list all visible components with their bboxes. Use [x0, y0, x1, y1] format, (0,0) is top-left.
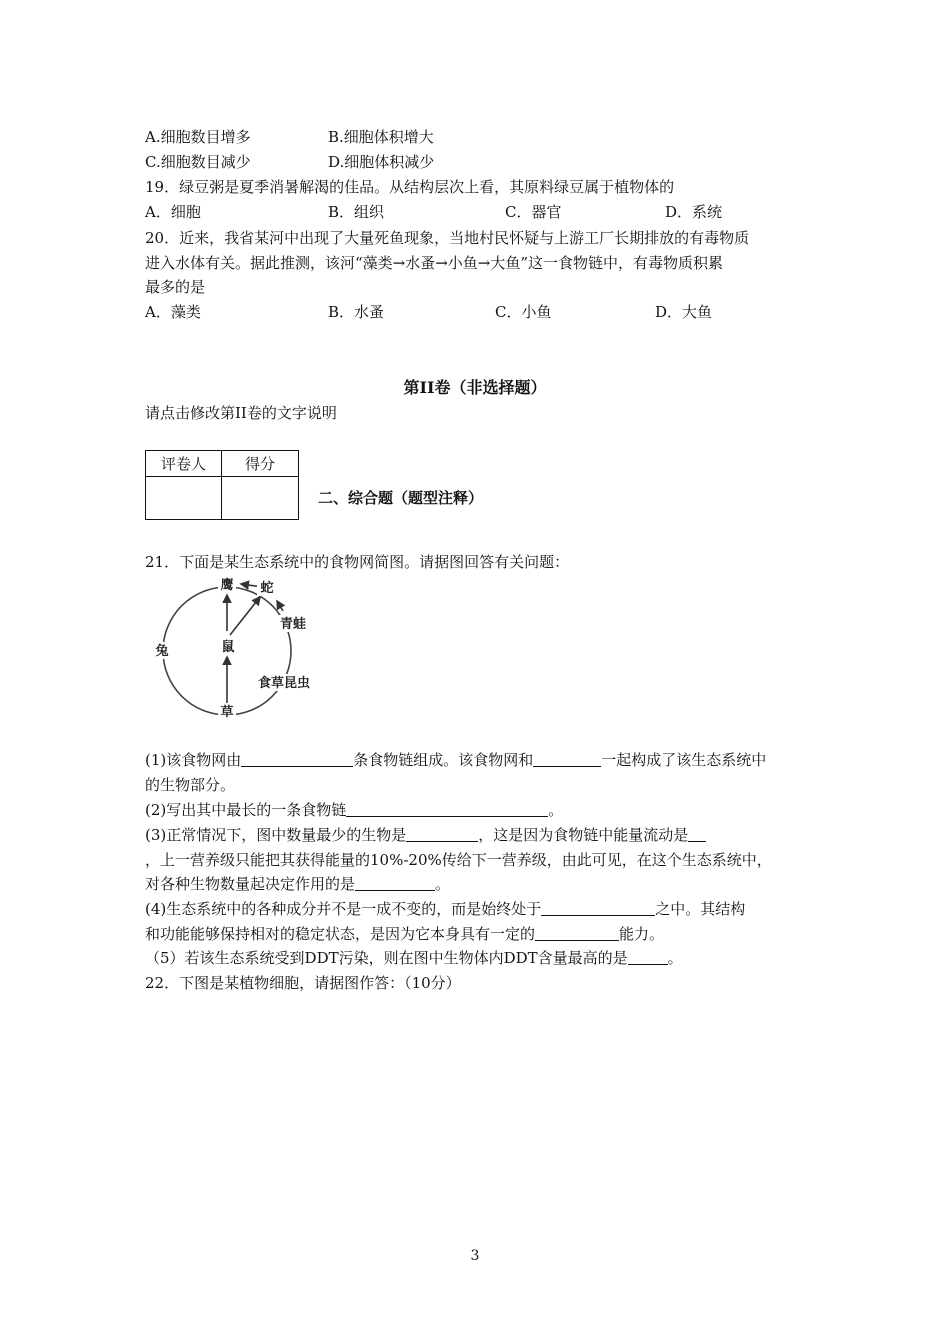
- q21-blank-chain-count[interactable]: [241, 750, 353, 767]
- q20-line-3: 最多的是: [145, 278, 206, 296]
- label-hawk: 鹰: [220, 578, 234, 593]
- q20-option-d: D．大鱼: [655, 303, 713, 321]
- label-insect: 食草昆虫: [257, 676, 311, 691]
- grader-header-score: 得分: [222, 451, 299, 477]
- grader-score-cell[interactable]: [222, 477, 299, 520]
- q21-sub3-text-b: ，这是因为食物链中能量流动是: [478, 826, 689, 844]
- q20-option-c: C．小鱼: [495, 303, 552, 321]
- q21-sub3-line1: [145, 825, 706, 845]
- q21-blank-energy-flow[interactable]: [688, 825, 706, 842]
- q21-sub5-text-a: （5）若该生态系统受到DDT污染，则在图中生物体内DDT含量最高的是: [145, 949, 628, 967]
- q21-sub1-text-b: 条食物链组成。该食物网和: [353, 751, 534, 769]
- q20-line-1: 20．近来，我省某河中出现了大量死鱼现象，当地村民怀疑与上游工厂长期排放的有毒物质: [145, 229, 750, 247]
- food-web-diagram: [145, 575, 325, 720]
- label-snake: 蛇: [260, 581, 274, 596]
- q21-sub5-text-b: 。: [667, 949, 683, 967]
- q21-sub4-text-b: 之中。其结构: [655, 900, 746, 918]
- q21-sub1-line1: [145, 750, 766, 770]
- q21-sub2-text-a: (2)写出其中最长的一条食物链: [145, 801, 347, 819]
- section-heading: 二、综合题（题型注释）: [318, 489, 484, 507]
- q21-blank-longest-chain[interactable]: [346, 800, 548, 817]
- q22-stem: 22．下图是某植物细胞，请据图作答：（10分）: [145, 974, 461, 992]
- q21-sub4-text-a: (4)生态系统中的各种成分并不是一成不变的，而是始终处于: [145, 900, 542, 918]
- q21-sub3-text-d: 对各种生物数量起决定作用的是: [145, 875, 356, 893]
- q21-sub2: [145, 800, 563, 820]
- q20-option-b: B．水蚤: [328, 303, 385, 321]
- label-grass: 草: [220, 705, 234, 720]
- q19-option-d: D．系统: [665, 203, 723, 221]
- q20-line-2: 进入水体有关。据此推测，该河“藻类→水蚤→小鱼→大鱼”这一食物链中，有毒物质积累: [145, 254, 724, 272]
- q21-sub4-line1: [145, 899, 745, 919]
- q18-option-c: C.细胞数目减少: [145, 153, 251, 171]
- q21-sub3-text-a: (3)正常情况下，图中数量最少的生物是: [145, 826, 407, 844]
- q21-blank-self-regulation[interactable]: [535, 924, 619, 941]
- q21-blank-ddt[interactable]: [628, 948, 668, 965]
- q21-blank-fewest[interactable]: [406, 825, 478, 842]
- q21-sub3-text-e: 。: [435, 875, 451, 893]
- grader-header-reviewer: 评卷人: [146, 451, 222, 477]
- arrow-mouse-snake: [230, 597, 260, 635]
- q21-sub4-line2: [145, 924, 664, 944]
- q19-option-b: B．组织: [328, 203, 385, 221]
- grader-reviewer-cell[interactable]: [146, 477, 222, 520]
- label-frog: 青蛙: [279, 617, 307, 632]
- q21-sub3-line2: ，上一营养级只能把其获得能量的10%-20%传给下一营养级，由此可见，在这个生态系统中，: [145, 851, 772, 869]
- page-number: 3: [470, 1248, 480, 1264]
- label-rabbit: 兔: [155, 644, 169, 659]
- q21-sub5: [145, 948, 683, 968]
- part2-title: 第II卷（非选择题）: [403, 378, 547, 397]
- q18-option-b: B.细胞体积增大: [328, 128, 434, 146]
- q18-option-d: D.细胞体积减少: [328, 153, 435, 171]
- label-mouse: 鼠: [221, 640, 235, 655]
- q21-blank-dynamic[interactable]: [541, 899, 655, 916]
- q21-sub1-text-c: 一起构成了该生态系统中: [601, 751, 767, 769]
- q21-sub1-text-a: (1)该食物网由: [145, 751, 242, 769]
- grader-table: [145, 450, 299, 520]
- q19-option-a: A．细胞: [145, 203, 201, 221]
- q21-sub4-text-d: 能力。: [619, 925, 665, 943]
- q21-sub2-text-b: 。: [548, 801, 564, 819]
- q21-sub1-line2: 的生物部分。: [145, 776, 236, 794]
- arrow-frog-snake: [277, 601, 283, 611]
- q21-sub3-line3: [145, 874, 450, 894]
- q21-blank-decisive[interactable]: [355, 874, 435, 891]
- q20-option-a: A．藻类: [145, 303, 201, 321]
- q18-option-a: A.细胞数目增多: [145, 128, 251, 146]
- q21-blank-decomposer[interactable]: [533, 750, 601, 767]
- part2-note: 请点击修改第II卷的文字说明: [145, 404, 337, 422]
- q19-option-c: C．器官: [505, 203, 562, 221]
- q21-sub4-text-c: 和功能能够保持相对的稳定状态，是因为它本身具有一定的: [145, 925, 536, 943]
- q21-stem: 21．下面是某生态系统中的食物网简图。请据图回答有关问题：: [145, 553, 570, 571]
- q19-stem: 19．绿豆粥是夏季消暑解渴的佳品。从结构层次上看，其原料绿豆属于植物体的: [145, 178, 675, 196]
